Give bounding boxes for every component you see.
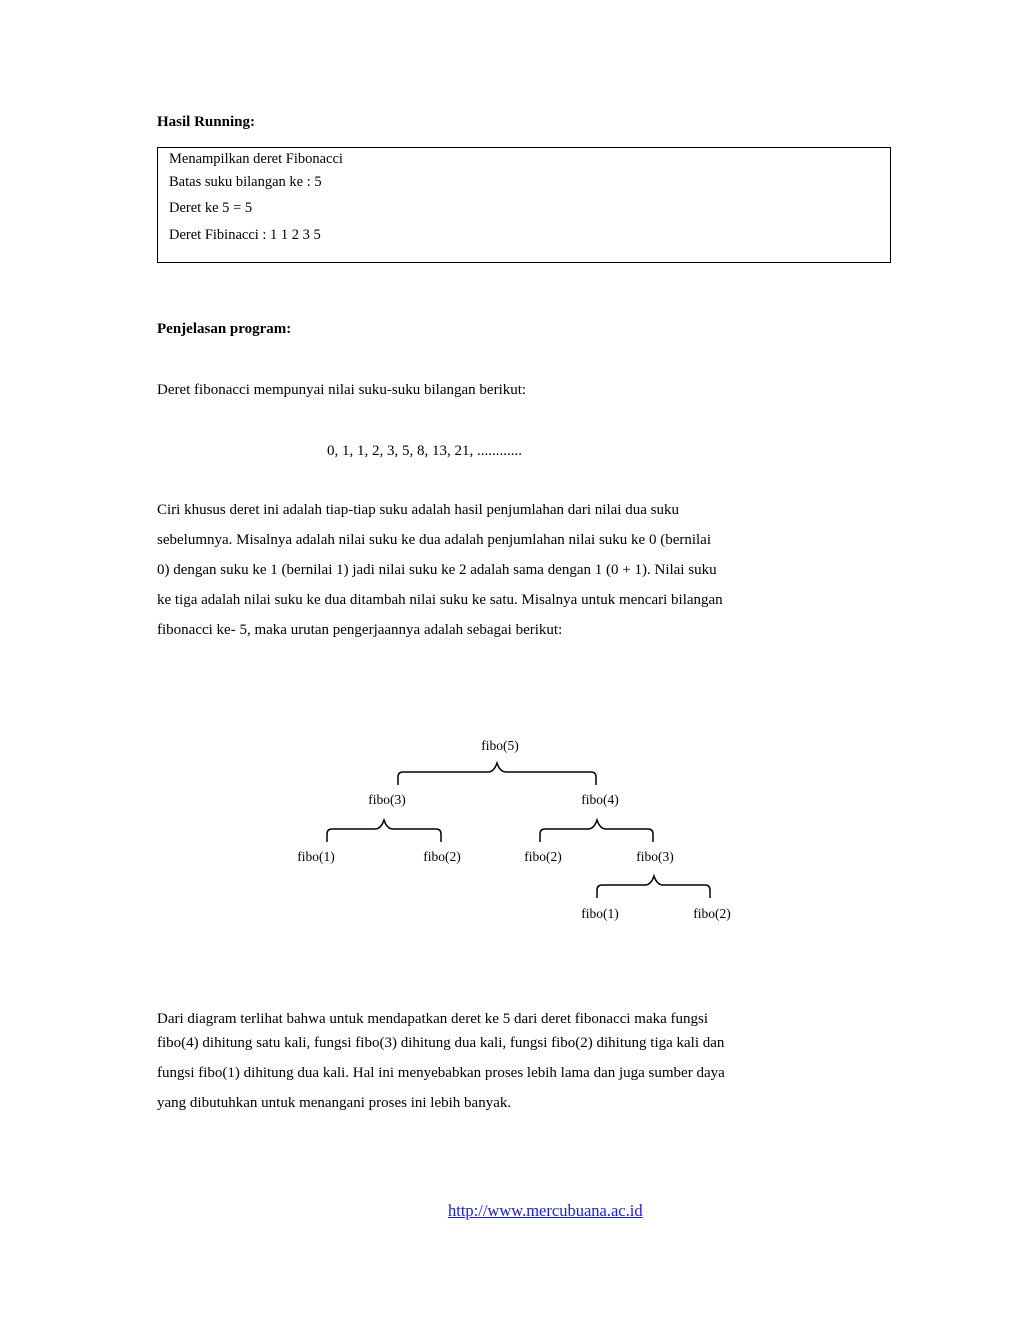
intro-text: Deret fibonacci mempunyai nilai suku-suku bilangan berikut: [157,382,527,398]
paragraph-line: 0) dengan suku ke 1 (bernilai 1) jadi nilai suku ke 2 adalah sama dengan 1 (0 + 1). Nilai suku [157,562,717,578]
node-fibo1-b: fibo(1) [581,906,619,921]
node-fibo1-a: fibo(1) [297,849,335,864]
node-fibo3-right: fibo(3) [636,849,674,864]
paragraph-line: ke tiga adalah nilai suku ke dua ditambah nilai suku ke satu. Misalnya untuk mencari bilangan [157,592,723,608]
paragraph-line: Ciri khusus deret ini adalah tiap-tiap suku adalah hasil penjumlahan dari nilai dua suku [157,502,679,518]
brace-right [540,820,653,842]
program-output-box [157,147,891,263]
heading-penjelasan-program: Penjelasan program: [157,321,292,337]
explanation-paragraph [157,495,857,645]
paragraph-line: fungsi fibo(1) dihitung dua kali. Hal ini menyebabkan proses lebih lama dan juga sumber daya [157,1065,725,1081]
node-fibo2-b: fibo(2) [524,849,562,864]
heading-hasil-running: Hasil Running: [157,114,255,130]
node-fibo5: fibo(5) [481,738,519,753]
footer-website-link[interactable]: http://www.mercubuana.ac.id [448,1201,643,1220]
paragraph-line: Dari diagram terlihat bahwa untuk mendapatkan deret ke 5 dari deret fibonacci maka fungsi [157,1011,709,1027]
fibonacci-sequence: 0, 1, 1, 2, 3, 5, 8, 13, 21, ............ [327,443,522,459]
brace-root [398,763,596,785]
paragraph-line: yang dibutuhkan untuk menangani proses ini lebih banyak. [157,1095,512,1111]
output-line: Batas suku bilangan ke : 5 [169,174,322,190]
brace-left [327,820,441,842]
node-fibo4: fibo(4) [581,792,619,807]
brace-bottom [597,876,710,898]
paragraph-line: fibo(4) dihitung satu kali, fungsi fibo(3) dihitung dua kali, fungsi fibo(2) dihitung tiga kali dan [157,1035,725,1051]
conclusion-paragraph [157,1006,857,1122]
output-line: Deret Fibinacci : 1 1 2 3 5 [169,227,321,243]
paragraph-line: sebelumnya. Misalnya adalah nilai suku ke dua adalah penjumlahan nilai suku ke 0 (bernilai [157,532,712,548]
node-fibo3-left: fibo(3) [368,792,406,807]
node-fibo2-c: fibo(2) [693,906,731,921]
paragraph-line: fibonacci ke- 5, maka urutan pengerjaannya adalah sebagai berikut: [157,622,563,638]
output-line: Menampilkan deret Fibonacci [169,151,343,167]
output-line: Deret ke 5 = 5 [169,200,253,216]
node-fibo2-a: fibo(2) [423,849,461,864]
